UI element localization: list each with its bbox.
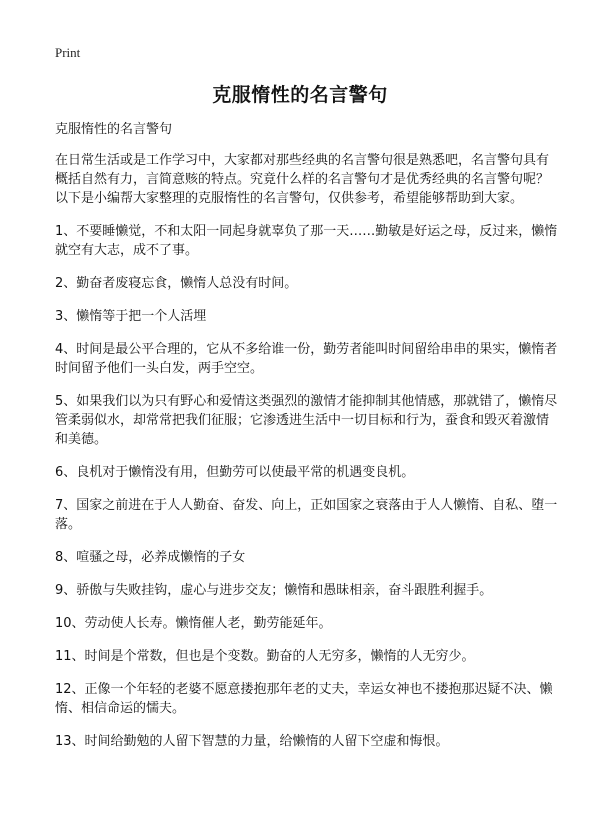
quote-item: 12、正像一个年轻的老婆不愿意搂抱那年老的丈夫，幸运女神也不搂抱那迟疑不决、懒惰、相信命运的懦夫。 — [55, 682, 553, 716]
quote-item: 5、如果我们以为只有野心和爱情这类强烈的激情才能抑制其他情感，那就错了，懒惰尽管柔弱似水，却常常把我们征服；它渗透进生活中一切目标和行为，蚕食和毁灭着激情和美德。 — [55, 394, 558, 447]
quote-item: 1、不要睡懒觉，不和太阳一同起身就辜负了那一天……勤敏是好运之母，反过来，懒惰就空有大志，成不了事。 — [55, 224, 558, 258]
quote-item: 7、国家之前进在于人人勤奋、奋发、向上，正如国家之衰落由于人人懒惰、自私、堕一落。 — [55, 498, 558, 532]
quote-item: 9、骄傲与失败挂钩，虚心与进步交友；懒惰和愚昧相亲，奋斗跟胜利握手。 — [55, 583, 493, 598]
document-content — [55, 120, 560, 765]
document-title: 克服惰性的名言警句 — [212, 84, 388, 106]
quote-item: 3、懒惰等于把一个人活埋 — [55, 309, 207, 324]
quote-item: 2、勤奋者废寝忘食，懒惰人总没有时间。 — [55, 276, 298, 291]
quote-item: 8、喧骚之母，必养成懒惰的子女 — [55, 550, 246, 565]
quote-item: 11、时间是个常数，但也是个变数。勤奋的人无穷多，懒惰的人无穷少。 — [55, 649, 475, 664]
intro-paragraph: 在日常生活或是工作学习中，大家都对那些经典的名言警句很是熟悉吧，名言警句具有概括自然有力，言简意赅的特点。究竟什么样的名言警句才是优秀经典的名言警句呢？以下是小编帮大家整理的克服惰性的名言警句，仅供参考，希望能够帮助到大家。 — [55, 153, 550, 206]
quote-item: 4、时间是最公平合理的，它从不多给谁一份，勤劳者能叫时间留给串串的果实，懒惰者时间留予他们一头白发，两手空空。 — [55, 342, 558, 376]
quote-item: 10、劳动使人长寿。懒惰催人老，勤劳能延年。 — [55, 616, 332, 631]
document-subtitle: 克服惰性的名言警句 — [55, 122, 173, 137]
quote-list — [55, 222, 560, 751]
print-link[interactable]: Print — [55, 45, 81, 60]
quote-item: 13、时间给勤勉的人留下智慧的力量，给懒惰的人留下空虚和悔恨。 — [55, 734, 449, 749]
quote-item: 6、良机对于懒惰没有用，但勤劳可以使最平常的机遇变良机。 — [55, 465, 415, 480]
